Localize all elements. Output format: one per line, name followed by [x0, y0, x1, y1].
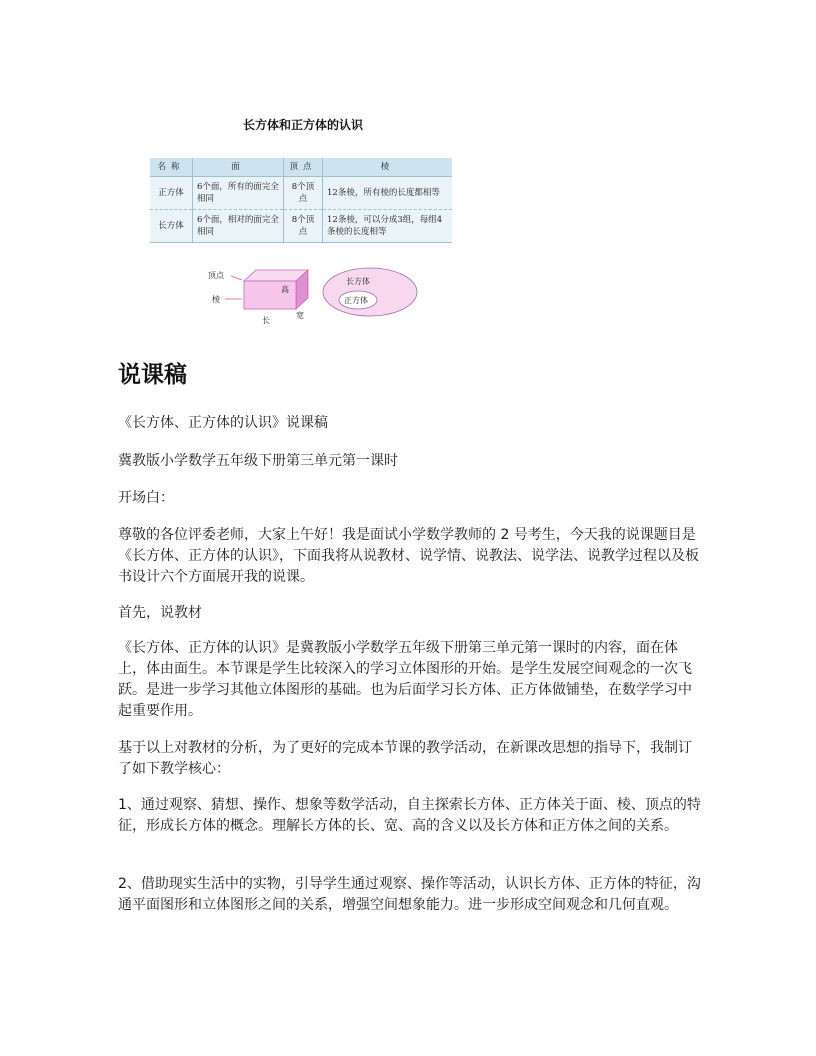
header-edge: 棱	[323, 158, 453, 177]
venn-inner-label: 正方体	[344, 296, 368, 305]
label-edge: 棱	[212, 295, 220, 304]
venn-outer	[323, 268, 417, 316]
textbook-info-paragraph: 冀教版小学数学五年级下册第三单元第一课时	[118, 453, 398, 469]
opening-heading: 开场白：	[118, 490, 174, 506]
venn-outer-label: 长方体	[346, 277, 370, 286]
section-heading: 首先，说教材	[118, 605, 202, 621]
label-vertex: 顶点	[208, 271, 224, 280]
properties-table	[150, 158, 452, 243]
document-title: 说课稿	[118, 362, 187, 388]
label-length: 长	[262, 316, 270, 325]
cell-vertex: 8个顶点	[284, 210, 323, 243]
header-face: 面	[193, 158, 284, 177]
cell-edge: 12条棱，所有棱的长度都相等	[323, 177, 453, 210]
cell-name: 正方体	[150, 177, 193, 210]
figure-title: 长方体和正方体的认识	[242, 118, 363, 132]
cell-face: 6个面，所有的面完全相同	[193, 177, 284, 210]
lesson-title-paragraph: 《长方体、正方体的认识》说课稿	[118, 415, 328, 431]
cell-name: 长方体	[150, 210, 193, 243]
textbook-figure	[150, 110, 456, 325]
label-width: 宽	[296, 311, 304, 320]
opening-paragraph: 尊敬的各位评委老师，大家上午好！我是面试小学数学教师的 2 号考生，今天我的说课题目是《长方体、正方体的认识》，下面我将从说教材、说学情、说教法、说学法、说教学过程以及板书设计六个方面展开我的说课。	[118, 527, 699, 585]
label-height: 高	[281, 285, 289, 294]
teaching-goal-1: 1、通过观察、猜想、操作、想象等数学活动，自主探索长方体、正方体关于面、棱、顶点的特征，形成长方体的概念。理解长方体的长、宽、高的含义以及长方体和正方体之间的关系。	[118, 797, 701, 834]
table-header-row	[150, 158, 452, 177]
vertex-arrow	[231, 276, 242, 280]
textbook-analysis-paragraph: 《长方体、正方体的认识》是冀教版小学数学五年级下册第三单元第一课时的内容，面在体上，体由面生。本节课是学生比较深入的学习立体图形的开始。是学生发展空间观念的一次飞跃。是进一步学习其他立体图形的基础。也为后面学习长方体、正方体做铺垫，在数学学习中起重要作用。	[118, 640, 692, 719]
table-row	[150, 210, 452, 243]
teaching-goal-2: 2、借助现实生活中的实物，引导学生通过观察、操作等活动，认识长方体、正方体的特征，沟通平面图形和立体图形之间的关系，增强空间想象能力。进一步形成空间观念和几何直观。	[118, 876, 701, 913]
cell-vertex: 8个顶点	[284, 177, 323, 210]
table-row	[150, 177, 452, 210]
cell-edge: 12条棱，可以分成3组，每组4条棱的长度相等	[323, 210, 453, 243]
cell-face: 6个面，相对的面完全相同	[193, 210, 284, 243]
teaching-core-intro-paragraph: 基于以上对教材的分析，为了更好的完成本节课的教学活动，在新课改思想的指导下，我制订了如下教学核心：	[118, 740, 692, 777]
header-name: 名称	[150, 158, 193, 177]
cuboid-diagram	[198, 265, 418, 327]
header-vertex: 顶点	[284, 158, 323, 177]
